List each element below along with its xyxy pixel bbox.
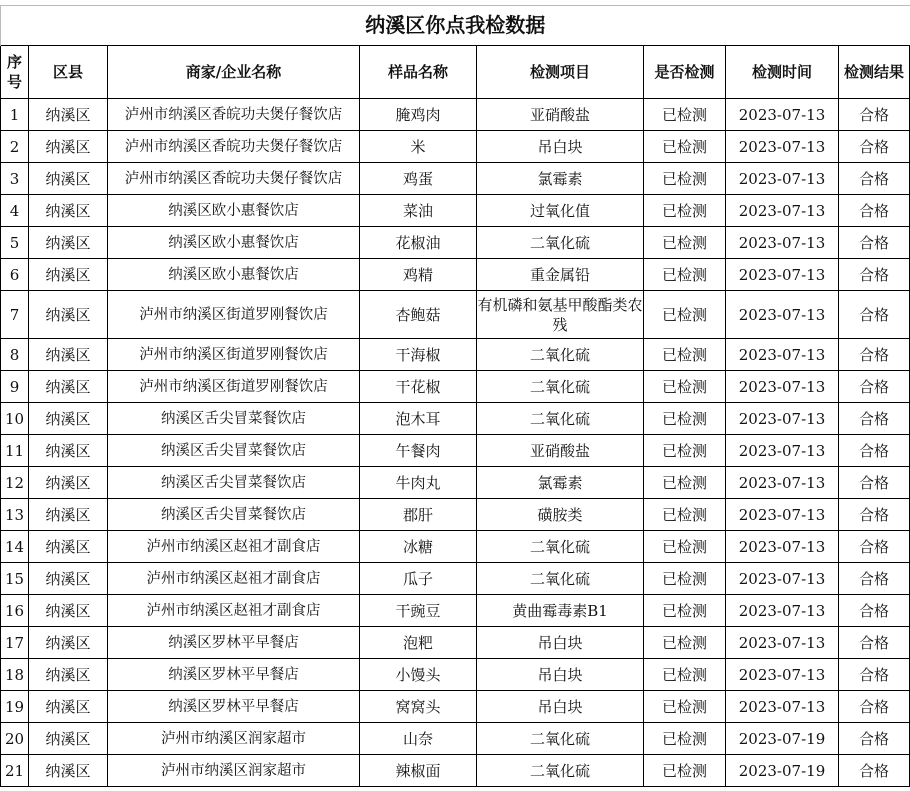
table-row [1, 755, 910, 787]
cell-col-result: 合格 [839, 435, 910, 467]
cell-col-merchant: 泸州市纳溪区街道罗刚餐饮店 [108, 291, 360, 339]
cell-col-tested: 已检测 [644, 755, 726, 787]
header-col-merchant: 商家/企业名称 [108, 46, 360, 99]
cell-col-merchant: 泸州市纳溪区赵祖才副食店 [108, 563, 360, 595]
table-row [1, 723, 910, 755]
cell-col-result: 合格 [839, 595, 910, 627]
cell-col-test-date: 2023-07-13 [726, 595, 839, 627]
header-col-index: 序号 [1, 46, 29, 99]
cell-col-test-item: 氯霉素 [477, 163, 644, 195]
table-row [1, 227, 910, 259]
cell-col-index: 20 [1, 723, 29, 755]
cell-col-test-item: 二氧化硫 [477, 339, 644, 371]
header-col-test-date: 检测时间 [726, 46, 839, 99]
cell-col-tested: 已检测 [644, 723, 726, 755]
cell-col-tested: 已检测 [644, 131, 726, 163]
cell-col-index: 9 [1, 371, 29, 403]
cell-col-tested: 已检测 [644, 99, 726, 131]
cell-col-tested: 已检测 [644, 467, 726, 499]
cell-col-test-date: 2023-07-13 [726, 627, 839, 659]
cell-col-merchant: 泸州市纳溪区香皖功夫煲仔餐饮店 [108, 99, 360, 131]
cell-col-index: 5 [1, 227, 29, 259]
cell-col-sample: 花椒油 [360, 227, 477, 259]
cell-col-sample: 干豌豆 [360, 595, 477, 627]
cell-col-district: 纳溪区 [29, 371, 108, 403]
cell-col-result: 合格 [839, 195, 910, 227]
cell-col-index: 19 [1, 691, 29, 723]
table-title: 纳溪区你点我检数据 [1, 5, 910, 46]
cell-col-sample: 郡肝 [360, 499, 477, 531]
cell-col-sample: 干海椒 [360, 339, 477, 371]
cell-col-index: 16 [1, 595, 29, 627]
cell-col-result: 合格 [839, 131, 910, 163]
cell-col-sample: 鸡蛋 [360, 163, 477, 195]
table-row [1, 467, 910, 499]
cell-col-sample: 午餐肉 [360, 435, 477, 467]
cell-col-tested: 已检测 [644, 531, 726, 563]
cell-col-result: 合格 [839, 163, 910, 195]
table-row [1, 435, 910, 467]
table-row [1, 131, 910, 163]
cell-col-merchant: 纳溪区罗林平早餐店 [108, 627, 360, 659]
cell-col-test-item: 亚硝酸盐 [477, 99, 644, 131]
table-row [1, 99, 910, 131]
cell-col-tested: 已检测 [644, 403, 726, 435]
table-row [1, 691, 910, 723]
table-row [1, 291, 910, 339]
cell-col-test-item: 亚硝酸盐 [477, 435, 644, 467]
cell-col-tested: 已检测 [644, 627, 726, 659]
cell-col-sample: 鸡精 [360, 259, 477, 291]
cell-col-district: 纳溪区 [29, 691, 108, 723]
cell-col-tested: 已检测 [644, 499, 726, 531]
cell-col-result: 合格 [839, 531, 910, 563]
cell-col-test-date: 2023-07-13 [726, 467, 839, 499]
cell-col-result: 合格 [839, 659, 910, 691]
cell-col-test-item: 二氧化硫 [477, 531, 644, 563]
cell-col-district: 纳溪区 [29, 259, 108, 291]
cell-col-tested: 已检测 [644, 227, 726, 259]
cell-col-test-date: 2023-07-13 [726, 403, 839, 435]
cell-col-tested: 已检测 [644, 595, 726, 627]
inspection-data-table [0, 5, 910, 787]
cell-col-test-date: 2023-07-19 [726, 755, 839, 787]
cell-col-sample: 干花椒 [360, 371, 477, 403]
cell-col-test-date: 2023-07-19 [726, 723, 839, 755]
cell-col-sample: 泡木耳 [360, 403, 477, 435]
cell-col-test-date: 2023-07-13 [726, 259, 839, 291]
cell-col-index: 10 [1, 403, 29, 435]
cell-col-result: 合格 [839, 627, 910, 659]
cell-col-merchant: 纳溪区舌尖冒菜餐饮店 [108, 435, 360, 467]
cell-col-sample: 牛肉丸 [360, 467, 477, 499]
cell-col-district: 纳溪区 [29, 291, 108, 339]
cell-col-test-date: 2023-07-13 [726, 131, 839, 163]
table-row [1, 659, 910, 691]
cell-col-district: 纳溪区 [29, 595, 108, 627]
cell-col-result: 合格 [839, 227, 910, 259]
cell-col-test-item: 二氧化硫 [477, 563, 644, 595]
cell-col-tested: 已检测 [644, 195, 726, 227]
cell-col-sample: 冰糖 [360, 531, 477, 563]
cell-col-test-item: 吊白块 [477, 131, 644, 163]
cell-col-sample: 辣椒面 [360, 755, 477, 787]
cell-col-sample: 窝窝头 [360, 691, 477, 723]
cell-col-test-item: 二氧化硫 [477, 403, 644, 435]
cell-col-test-item: 二氧化硫 [477, 227, 644, 259]
cell-col-test-date: 2023-07-13 [726, 227, 839, 259]
cell-col-district: 纳溪区 [29, 563, 108, 595]
cell-col-merchant: 纳溪区舌尖冒菜餐饮店 [108, 499, 360, 531]
cell-col-index: 17 [1, 627, 29, 659]
cell-col-test-item: 过氧化值 [477, 195, 644, 227]
header-col-sample: 样品名称 [360, 46, 477, 99]
cell-col-result: 合格 [839, 755, 910, 787]
cell-col-district: 纳溪区 [29, 659, 108, 691]
cell-col-merchant: 纳溪区欧小惠餐饮店 [108, 259, 360, 291]
cell-col-sample: 米 [360, 131, 477, 163]
cell-col-tested: 已检测 [644, 259, 726, 291]
cell-col-index: 11 [1, 435, 29, 467]
header-col-district: 区县 [29, 46, 108, 99]
cell-col-index: 21 [1, 755, 29, 787]
cell-col-result: 合格 [839, 99, 910, 131]
cell-col-district: 纳溪区 [29, 627, 108, 659]
cell-col-test-item: 吊白块 [477, 627, 644, 659]
cell-col-tested: 已检测 [644, 163, 726, 195]
cell-col-result: 合格 [839, 563, 910, 595]
cell-col-sample: 腌鸡肉 [360, 99, 477, 131]
cell-col-tested: 已检测 [644, 435, 726, 467]
cell-col-merchant: 纳溪区欧小惠餐饮店 [108, 195, 360, 227]
cell-col-index: 2 [1, 131, 29, 163]
header-col-tested: 是否检测 [644, 46, 726, 99]
cell-col-district: 纳溪区 [29, 723, 108, 755]
cell-col-test-date: 2023-07-13 [726, 99, 839, 131]
cell-col-merchant: 泸州市纳溪区香皖功夫煲仔餐饮店 [108, 131, 360, 163]
cell-col-result: 合格 [839, 291, 910, 339]
cell-col-test-date: 2023-07-13 [726, 531, 839, 563]
cell-col-district: 纳溪区 [29, 131, 108, 163]
cell-col-district: 纳溪区 [29, 339, 108, 371]
table-row [1, 563, 910, 595]
cell-col-result: 合格 [839, 691, 910, 723]
table-row [1, 339, 910, 371]
cell-col-test-item: 有机磷和氨基甲酸酯类农残 [477, 291, 644, 339]
cell-col-test-date: 2023-07-13 [726, 291, 839, 339]
cell-col-district: 纳溪区 [29, 531, 108, 563]
cell-col-index: 6 [1, 259, 29, 291]
header-row [1, 46, 910, 99]
cell-col-index: 4 [1, 195, 29, 227]
cell-col-district: 纳溪区 [29, 467, 108, 499]
cell-col-index: 8 [1, 339, 29, 371]
cell-col-index: 15 [1, 563, 29, 595]
table-row [1, 403, 910, 435]
cell-col-test-date: 2023-07-13 [726, 659, 839, 691]
table-row [1, 259, 910, 291]
cell-col-test-date: 2023-07-13 [726, 691, 839, 723]
table-row [1, 595, 910, 627]
table-row [1, 531, 910, 563]
cell-col-merchant: 泸州市纳溪区赵祖才副食店 [108, 595, 360, 627]
table-row [1, 371, 910, 403]
cell-col-result: 合格 [839, 259, 910, 291]
cell-col-result: 合格 [839, 403, 910, 435]
cell-col-sample: 小馒头 [360, 659, 477, 691]
cell-col-index: 1 [1, 99, 29, 131]
cell-col-test-item: 磺胺类 [477, 499, 644, 531]
cell-col-merchant: 泸州市纳溪区赵祖才副食店 [108, 531, 360, 563]
cell-col-district: 纳溪区 [29, 227, 108, 259]
cell-col-sample: 杏鲍菇 [360, 291, 477, 339]
cell-col-sample: 泡粑 [360, 627, 477, 659]
cell-col-tested: 已检测 [644, 339, 726, 371]
cell-col-test-item: 氯霉素 [477, 467, 644, 499]
cell-col-index: 14 [1, 531, 29, 563]
table-row [1, 163, 910, 195]
cell-col-district: 纳溪区 [29, 403, 108, 435]
cell-col-district: 纳溪区 [29, 755, 108, 787]
cell-col-index: 12 [1, 467, 29, 499]
cell-col-test-date: 2023-07-13 [726, 499, 839, 531]
table-row [1, 499, 910, 531]
cell-col-district: 纳溪区 [29, 99, 108, 131]
cell-col-test-date: 2023-07-13 [726, 371, 839, 403]
cell-col-tested: 已检测 [644, 659, 726, 691]
cell-col-district: 纳溪区 [29, 195, 108, 227]
cell-col-index: 7 [1, 291, 29, 339]
cell-col-index: 18 [1, 659, 29, 691]
table-row [1, 627, 910, 659]
cell-col-merchant: 泸州市纳溪区街道罗刚餐饮店 [108, 339, 360, 371]
table-row [1, 195, 910, 227]
cell-col-test-item: 吊白块 [477, 659, 644, 691]
cell-col-index: 13 [1, 499, 29, 531]
cell-col-test-date: 2023-07-13 [726, 563, 839, 595]
cell-col-merchant: 泸州市纳溪区香皖功夫煲仔餐饮店 [108, 163, 360, 195]
cell-col-test-item: 吊白块 [477, 691, 644, 723]
cell-col-test-date: 2023-07-13 [726, 339, 839, 371]
cell-col-test-date: 2023-07-13 [726, 163, 839, 195]
cell-col-district: 纳溪区 [29, 499, 108, 531]
cell-col-sample: 菜油 [360, 195, 477, 227]
cell-col-test-date: 2023-07-13 [726, 195, 839, 227]
cell-col-test-item: 重金属铅 [477, 259, 644, 291]
cell-col-index: 3 [1, 163, 29, 195]
cell-col-test-item: 黄曲霉毒素B1 [477, 595, 644, 627]
header-col-test-item: 检测项目 [477, 46, 644, 99]
cell-col-tested: 已检测 [644, 691, 726, 723]
cell-col-district: 纳溪区 [29, 435, 108, 467]
cell-col-merchant: 纳溪区舌尖冒菜餐饮店 [108, 403, 360, 435]
cell-col-sample: 山奈 [360, 723, 477, 755]
cell-col-merchant: 纳溪区罗林平早餐店 [108, 659, 360, 691]
cell-col-merchant: 纳溪区舌尖冒菜餐饮店 [108, 467, 360, 499]
cell-col-merchant: 泸州市纳溪区街道罗刚餐饮店 [108, 371, 360, 403]
header-col-result: 检测结果 [839, 46, 910, 99]
cell-col-tested: 已检测 [644, 563, 726, 595]
cell-col-merchant: 泸州市纳溪区润家超市 [108, 723, 360, 755]
cell-col-merchant: 纳溪区欧小惠餐饮店 [108, 227, 360, 259]
cell-col-test-item: 二氧化硫 [477, 755, 644, 787]
cell-col-tested: 已检测 [644, 291, 726, 339]
cell-col-merchant: 泸州市纳溪区润家超市 [108, 755, 360, 787]
cell-col-sample: 瓜子 [360, 563, 477, 595]
cell-col-result: 合格 [839, 371, 910, 403]
cell-col-tested: 已检测 [644, 371, 726, 403]
cell-col-result: 合格 [839, 499, 910, 531]
cell-col-test-item: 二氧化硫 [477, 371, 644, 403]
cell-col-result: 合格 [839, 723, 910, 755]
cell-col-merchant: 纳溪区罗林平早餐店 [108, 691, 360, 723]
cell-col-result: 合格 [839, 339, 910, 371]
cell-col-result: 合格 [839, 467, 910, 499]
cell-col-district: 纳溪区 [29, 163, 108, 195]
cell-col-test-item: 二氧化硫 [477, 723, 644, 755]
cell-col-test-date: 2023-07-13 [726, 435, 839, 467]
